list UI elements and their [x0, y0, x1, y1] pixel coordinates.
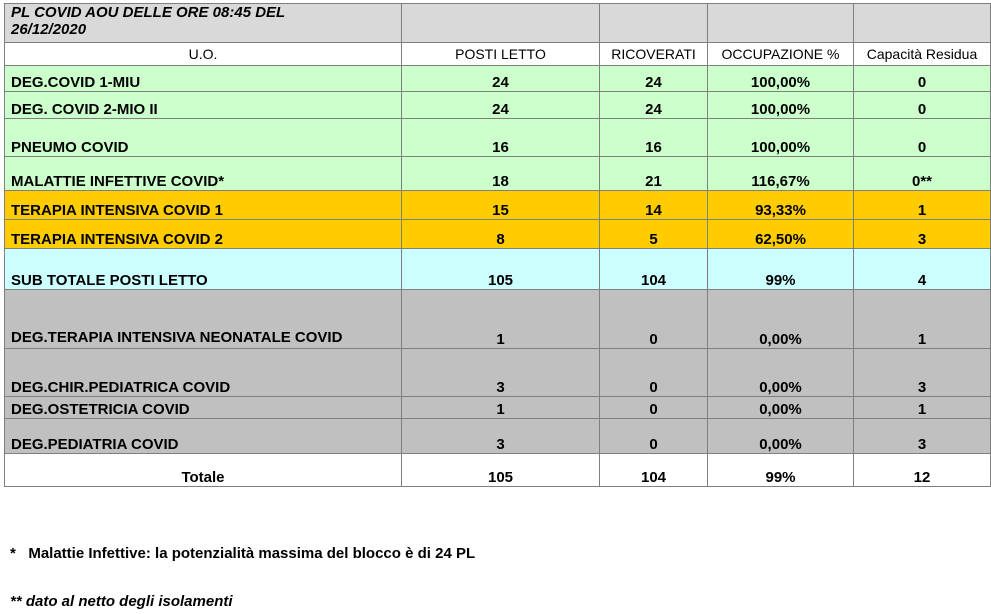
header-capacita: Capacità Residua — [854, 43, 991, 66]
title-empty-cell — [854, 4, 991, 43]
occupazione-value: 100,00% — [708, 119, 854, 157]
report-title — [5, 4, 402, 43]
uo-name: DEG.CHIR.PEDIATRICA COVID — [5, 349, 402, 397]
table-row — [5, 191, 991, 220]
title-row — [5, 4, 991, 43]
title-empty-cell — [708, 4, 854, 43]
ricoverati-value: 0 — [600, 290, 708, 349]
uo-name: DEG.OSTETRICIA COVID — [5, 397, 402, 419]
uo-name: MALATTIE INFETTIVE COVID* — [5, 157, 402, 191]
occupazione-value: 0,00% — [708, 397, 854, 419]
capacita-value: 0** — [854, 157, 991, 191]
posti-letto-value: 8 — [402, 220, 600, 249]
ricoverati-value: 24 — [600, 92, 708, 119]
posti-letto-value: 3 — [402, 349, 600, 397]
header-row — [5, 43, 991, 66]
ricoverati-value: 0 — [600, 397, 708, 419]
posti-letto-value: 1 — [402, 397, 600, 419]
ricoverati-value: 0 — [600, 419, 708, 454]
table-row — [5, 397, 991, 419]
table-row — [5, 419, 991, 454]
table-row — [5, 220, 991, 249]
header-uo: U.O. — [5, 43, 402, 66]
capacita-value: 1 — [854, 191, 991, 220]
capacita-value: 0 — [854, 66, 991, 92]
occupazione-value: 100,00% — [708, 66, 854, 92]
uo-name: DEG. COVID 2-MIO II — [5, 92, 402, 119]
table-row — [5, 157, 991, 191]
total-label: Totale — [5, 454, 402, 487]
occupazione-value: 100,00% — [708, 92, 854, 119]
occupazione-value: 0,00% — [708, 290, 854, 349]
table-row — [5, 119, 991, 157]
footnote-malattie-infettive: * Malattie Infettive: la potenzialità massima del blocco è di 24 PL — [10, 545, 476, 562]
table-row — [5, 290, 991, 349]
posti-letto-value: 16 — [402, 119, 600, 157]
ricoverati-value: 14 — [600, 191, 708, 220]
posti-letto-value: 3 — [402, 419, 600, 454]
ricoverati-value: 104 — [600, 249, 708, 290]
ricoverati-value: 0 — [600, 349, 708, 397]
posti-letto-value: 15 — [402, 191, 600, 220]
posti-letto-value: 24 — [402, 92, 600, 119]
ricoverati-value: 5 — [600, 220, 708, 249]
uo-name: DEG.PEDIATRIA COVID — [5, 419, 402, 454]
capacita-value: 4 — [854, 249, 991, 290]
uo-name: DEG.TERAPIA INTENSIVA NEONATALE COVID — [5, 290, 402, 349]
report-title-line-2: 26/12/2020 — [11, 21, 87, 38]
table-row — [5, 92, 991, 119]
header-occupazione: OCCUPAZIONE % — [708, 43, 854, 66]
total-posti-letto: 105 — [402, 454, 600, 487]
uo-name: TERAPIA INTENSIVA COVID 1 — [5, 191, 402, 220]
total-ricoverati: 104 — [600, 454, 708, 487]
ricoverati-value: 24 — [600, 66, 708, 92]
total-row — [5, 454, 991, 487]
occupazione-value: 99% — [708, 249, 854, 290]
occupazione-value: 0,00% — [708, 419, 854, 454]
table-row — [5, 349, 991, 397]
uo-name: PNEUMO COVID — [5, 119, 402, 157]
footnote-isolamenti: ** dato al netto degli isolamenti — [10, 593, 233, 610]
posti-letto-value: 1 — [402, 290, 600, 349]
total-capacita: 12 — [854, 454, 991, 487]
header-ricoverati: RICOVERATI — [600, 43, 708, 66]
header-posti-letto: POSTI LETTO — [402, 43, 600, 66]
posti-letto-value: 18 — [402, 157, 600, 191]
subtotal-row — [5, 249, 991, 290]
title-empty-cell — [402, 4, 600, 43]
bed-occupancy-table — [4, 3, 991, 487]
capacita-value: 0 — [854, 92, 991, 119]
occupazione-value: 0,00% — [708, 349, 854, 397]
occupazione-value: 62,50% — [708, 220, 854, 249]
capacita-value: 3 — [854, 419, 991, 454]
capacita-value: 1 — [854, 397, 991, 419]
occupazione-value: 116,67% — [708, 157, 854, 191]
capacita-value: 1 — [854, 290, 991, 349]
ricoverati-value: 16 — [600, 119, 708, 157]
capacita-value: 0 — [854, 119, 991, 157]
total-occupazione: 99% — [708, 454, 854, 487]
capacita-value: 3 — [854, 349, 991, 397]
posti-letto-value: 24 — [402, 66, 600, 92]
posti-letto-value: 105 — [402, 249, 600, 290]
title-empty-cell — [600, 4, 708, 43]
table-row — [5, 66, 991, 92]
ricoverati-value: 21 — [600, 157, 708, 191]
uo-name: SUB TOTALE POSTI LETTO — [5, 249, 402, 290]
occupazione-value: 93,33% — [708, 191, 854, 220]
report-title-line-1: PL COVID AOU DELLE ORE 08:45 DEL — [11, 4, 286, 21]
uo-name: DEG.COVID 1-MIU — [5, 66, 402, 92]
uo-name: TERAPIA INTENSIVA COVID 2 — [5, 220, 402, 249]
capacita-value: 3 — [854, 220, 991, 249]
